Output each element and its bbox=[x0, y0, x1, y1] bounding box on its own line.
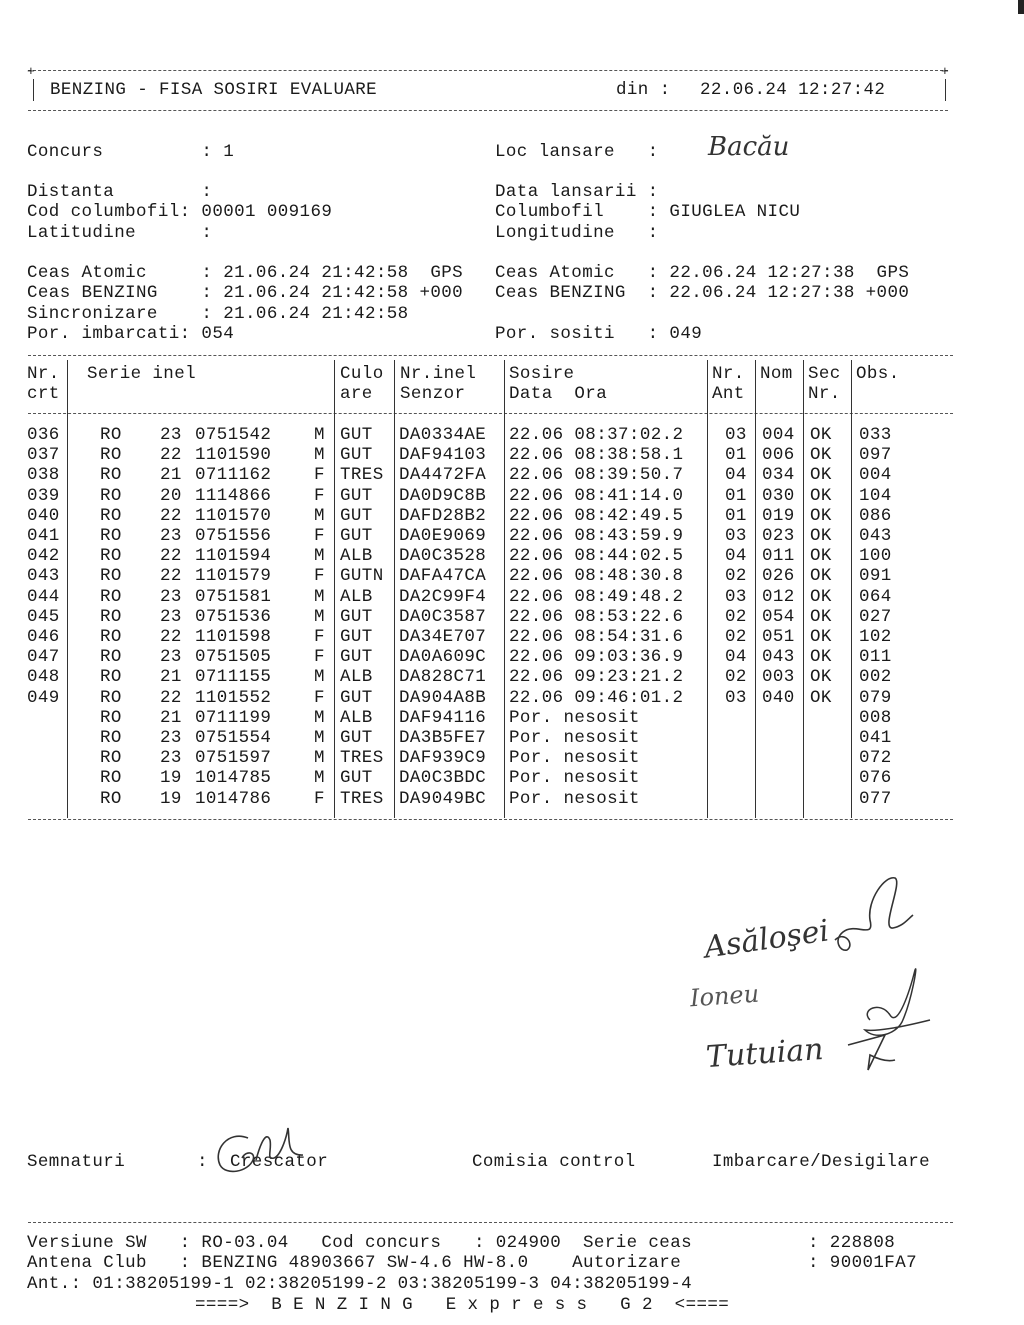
row-antenna: 01 bbox=[725, 445, 747, 466]
row-obs: 011 bbox=[859, 647, 892, 668]
row-color: ALB bbox=[340, 667, 373, 688]
row-sec: OK bbox=[810, 687, 832, 708]
sincronizare-field: Sincronizare : 21.06.24 21:42:58 bbox=[27, 304, 409, 324]
row-nr: 039 bbox=[27, 485, 60, 506]
row-color: GUT bbox=[340, 627, 373, 647]
row-sensor: DA0C3BDC bbox=[399, 768, 487, 789]
row-sensor: DAF94103 bbox=[399, 445, 487, 466]
date-label: din : bbox=[616, 80, 671, 100]
row-year: 19 bbox=[160, 788, 182, 809]
handwritten-name-2: Ioneu bbox=[689, 979, 760, 1013]
row-nom: 040 bbox=[762, 687, 795, 708]
handwritten-name-1: Asăloşei bbox=[702, 913, 832, 966]
row-arrival: Por. nesosit bbox=[509, 728, 640, 748]
por-imbarcati-field: Por. imbarcati: 054 bbox=[27, 324, 235, 344]
row-antenna: 02 bbox=[725, 606, 747, 627]
row-antenna: 04 bbox=[725, 647, 747, 668]
row-antenna: 03 bbox=[725, 526, 747, 546]
signature-1 bbox=[825, 870, 915, 955]
row-obs: 004 bbox=[859, 465, 892, 486]
row-country: RO bbox=[100, 647, 122, 668]
row-sex: F bbox=[314, 788, 325, 809]
distanta-field: Distanta : bbox=[27, 182, 213, 202]
row-sex: M bbox=[314, 667, 325, 688]
row-sex: M bbox=[314, 768, 325, 789]
row-sex: F bbox=[314, 526, 325, 546]
col-head-sec-nr: Nr. bbox=[808, 384, 841, 404]
row-nom: 034 bbox=[762, 465, 795, 486]
row-ring: 1114866 bbox=[195, 485, 272, 506]
crescator-label: Crescator bbox=[230, 1152, 329, 1172]
row-ring: 0751536 bbox=[195, 606, 272, 627]
semnaturi-colon: : bbox=[197, 1152, 208, 1172]
row-sensor: DA34E707 bbox=[399, 627, 487, 647]
row-obs: 097 bbox=[859, 445, 892, 466]
row-obs: 076 bbox=[859, 768, 892, 789]
row-country: RO bbox=[100, 586, 122, 607]
table-top-rule bbox=[28, 355, 953, 356]
col-head-obs: Obs. bbox=[856, 364, 900, 384]
row-sensor: DAF94116 bbox=[399, 707, 487, 728]
row-color: GUT bbox=[340, 425, 373, 445]
row-obs: 033 bbox=[859, 425, 892, 445]
row-sex: M bbox=[314, 546, 325, 567]
row-obs: 064 bbox=[859, 586, 892, 607]
row-sec: OK bbox=[810, 505, 832, 526]
signature-2 bbox=[840, 960, 940, 1080]
row-year: 19 bbox=[160, 768, 182, 789]
row-country: RO bbox=[100, 465, 122, 486]
row-arrival: Por. nesosit bbox=[509, 788, 640, 809]
row-sec: OK bbox=[810, 566, 832, 587]
col-head-nr-inel: Nr.inel bbox=[400, 364, 477, 384]
row-sex: F bbox=[314, 485, 325, 506]
row-arrival: 22.06 08:43:59.9 bbox=[509, 526, 684, 546]
col-head-nr-ant: Nr. bbox=[712, 364, 745, 384]
row-sex: M bbox=[314, 425, 325, 445]
row-color: GUT bbox=[340, 647, 373, 668]
row-sex: M bbox=[314, 606, 325, 627]
header-bottom-rule bbox=[28, 110, 948, 111]
row-year: 23 bbox=[160, 586, 182, 607]
row-obs: 104 bbox=[859, 485, 892, 506]
row-arrival: 22.06 08:41:14.0 bbox=[509, 485, 684, 506]
footer-serie-ceas: : 228808 bbox=[808, 1233, 896, 1253]
row-antenna: 03 bbox=[725, 425, 747, 445]
row-arrival: Por. nesosit bbox=[509, 768, 640, 789]
row-ring: 1101570 bbox=[195, 505, 272, 526]
row-antenna: 03 bbox=[725, 687, 747, 708]
ceas-benzing-end: Ceas BENZING : 22.06.24 12:27:38 +000 bbox=[495, 283, 910, 303]
row-nr: 040 bbox=[27, 505, 60, 526]
row-sec: OK bbox=[810, 647, 832, 668]
row-obs: 043 bbox=[859, 526, 892, 546]
row-ring: 0751554 bbox=[195, 728, 272, 748]
row-color: GUT bbox=[340, 687, 373, 708]
row-sensor: DA3B5FE7 bbox=[399, 728, 487, 748]
footer-autorizare: : 90001FA7 bbox=[808, 1253, 918, 1273]
footer-line-2: Antena Club : BENZING 48903667 SW-4.6 HW-8.0 Autorizare bbox=[27, 1253, 682, 1273]
row-sensor: DA4472FA bbox=[399, 465, 487, 486]
row-ring: 1101552 bbox=[195, 687, 272, 708]
row-country: RO bbox=[100, 445, 122, 466]
row-obs: 100 bbox=[859, 546, 892, 567]
row-arrival: 22.06 09:03:36.9 bbox=[509, 647, 684, 668]
row-sex: M bbox=[314, 728, 325, 748]
row-nom: 003 bbox=[762, 667, 795, 688]
row-antenna: 01 bbox=[725, 505, 747, 526]
footer-line-1: Versiune SW : RO-03.04 Cod concurs : 024900 Serie ceas bbox=[27, 1233, 693, 1253]
report-title: BENZING - FISA SOSIRI EVALUARE bbox=[50, 80, 378, 100]
row-sec: OK bbox=[810, 546, 832, 567]
row-color: GUT bbox=[340, 526, 373, 546]
row-obs: 027 bbox=[859, 606, 892, 627]
row-obs: 086 bbox=[859, 505, 892, 526]
row-color: TRES bbox=[340, 465, 384, 486]
row-sensor: DA0C3587 bbox=[399, 606, 487, 627]
col-sep bbox=[67, 360, 68, 818]
row-ring: 0751505 bbox=[195, 647, 272, 668]
row-sensor: DA0C3528 bbox=[399, 546, 487, 567]
row-sec: OK bbox=[810, 606, 832, 627]
row-color: GUT bbox=[340, 728, 373, 748]
row-nom: 019 bbox=[762, 505, 795, 526]
row-antenna: 02 bbox=[725, 667, 747, 688]
ceas-benzing-start: Ceas BENZING : 21.06.24 21:42:58 +000 bbox=[27, 283, 464, 303]
row-sex: F bbox=[314, 566, 325, 587]
col-head-senzor: Senzor bbox=[400, 384, 466, 404]
row-nom: 043 bbox=[762, 647, 795, 668]
row-nom: 012 bbox=[762, 586, 795, 607]
row-nr: 048 bbox=[27, 667, 60, 688]
row-ring: 1014785 bbox=[195, 768, 272, 789]
row-arrival: Por. nesosit bbox=[509, 707, 640, 728]
ceas-atomic-start: Ceas Atomic : 21.06.24 21:42:58 GPS bbox=[27, 263, 464, 283]
row-sex: M bbox=[314, 748, 325, 769]
row-ring: 0711162 bbox=[195, 465, 272, 486]
row-country: RO bbox=[100, 546, 122, 567]
row-arrival: 22.06 08:37:02.2 bbox=[509, 425, 684, 445]
row-sex: F bbox=[314, 627, 325, 647]
row-year: 23 bbox=[160, 647, 182, 668]
report-date: 22.06.24 12:27:42 bbox=[700, 80, 886, 100]
row-nr: 045 bbox=[27, 606, 60, 627]
row-color: GUT bbox=[340, 606, 373, 627]
row-sensor: DAF939C9 bbox=[399, 748, 487, 769]
row-color: GUTN bbox=[340, 566, 384, 587]
row-sec: OK bbox=[810, 485, 832, 506]
row-year: 22 bbox=[160, 627, 182, 647]
header-right-border bbox=[945, 79, 946, 101]
col-head-sosire: Sosire bbox=[509, 364, 575, 384]
columbofil-field: Columbofil : GIUGLEA NICU bbox=[495, 202, 801, 222]
header-top-rule bbox=[28, 70, 948, 71]
row-sensor: DA0334AE bbox=[399, 425, 487, 445]
row-ring: 0751556 bbox=[195, 526, 272, 546]
row-color: ALB bbox=[340, 546, 373, 567]
row-obs: 072 bbox=[859, 748, 892, 769]
row-year: 21 bbox=[160, 667, 182, 688]
row-color: GUT bbox=[340, 445, 373, 466]
row-year: 22 bbox=[160, 687, 182, 708]
col-head-data-ora: Data Ora bbox=[509, 384, 608, 404]
table-bottom-rule bbox=[28, 819, 953, 820]
row-nr: 042 bbox=[27, 546, 60, 567]
row-obs: 102 bbox=[859, 627, 892, 647]
row-year: 23 bbox=[160, 728, 182, 748]
row-country: RO bbox=[100, 485, 122, 506]
ceas-atomic-end: Ceas Atomic : 22.06.24 12:27:38 GPS bbox=[495, 263, 910, 283]
row-year: 21 bbox=[160, 707, 182, 728]
row-country: RO bbox=[100, 707, 122, 728]
col-head-culoare: Culo bbox=[340, 364, 384, 384]
row-sensor: DAFA47CA bbox=[399, 566, 487, 587]
scan-edge-mark bbox=[1018, 0, 1024, 14]
row-antenna: 03 bbox=[725, 586, 747, 607]
row-obs: 077 bbox=[859, 788, 892, 809]
row-arrival: 22.06 08:38:58.1 bbox=[509, 445, 684, 466]
row-year: 23 bbox=[160, 526, 182, 546]
row-sensor: DA0D9C8B bbox=[399, 485, 487, 506]
row-country: RO bbox=[100, 667, 122, 688]
col-head-nr: Nr. bbox=[27, 364, 60, 384]
row-nom: 051 bbox=[762, 627, 795, 647]
col-sep bbox=[755, 360, 756, 818]
row-nr: 047 bbox=[27, 647, 60, 668]
row-arrival: 22.06 08:48:30.8 bbox=[509, 566, 684, 587]
row-year: 23 bbox=[160, 606, 182, 627]
row-year: 22 bbox=[160, 566, 182, 587]
row-color: GUT bbox=[340, 505, 373, 526]
row-ring: 0751542 bbox=[195, 425, 272, 445]
row-nom: 006 bbox=[762, 445, 795, 466]
row-sex: F bbox=[314, 687, 325, 708]
semnaturi-label: Semnaturi bbox=[27, 1152, 126, 1172]
row-ring: 0751581 bbox=[195, 586, 272, 607]
row-arrival: Por. nesosit bbox=[509, 748, 640, 769]
table-header-rule bbox=[28, 413, 953, 414]
comisia-control-label: Comisia control bbox=[472, 1152, 636, 1172]
row-nr: 046 bbox=[27, 627, 60, 647]
row-nr: 049 bbox=[27, 687, 60, 708]
row-sensor: DA0E9069 bbox=[399, 526, 487, 546]
row-ring: 1101594 bbox=[195, 546, 272, 567]
row-ring: 0751597 bbox=[195, 748, 272, 769]
row-obs: 002 bbox=[859, 667, 892, 688]
loc-lansare-handwritten: Bacău bbox=[708, 132, 790, 162]
row-nr: 041 bbox=[27, 526, 60, 546]
row-sec: OK bbox=[810, 627, 832, 647]
row-obs: 008 bbox=[859, 707, 892, 728]
row-ring: 1101579 bbox=[195, 566, 272, 587]
row-arrival: 22.06 08:42:49.5 bbox=[509, 505, 684, 526]
row-sensor: DAFD28B2 bbox=[399, 505, 487, 526]
row-country: RO bbox=[100, 728, 122, 748]
loc-lansare-field: Loc lansare : bbox=[495, 142, 659, 162]
row-nr: 044 bbox=[27, 586, 60, 607]
row-nom: 030 bbox=[762, 485, 795, 506]
row-arrival: 22.06 09:46:01.2 bbox=[509, 687, 684, 708]
row-nr: 037 bbox=[27, 445, 60, 466]
row-color: ALB bbox=[340, 586, 373, 607]
row-country: RO bbox=[100, 768, 122, 789]
concurs-field: Concurs : 1 bbox=[27, 142, 235, 162]
col-head-nom: Nom bbox=[760, 364, 793, 384]
row-year: 22 bbox=[160, 505, 182, 526]
row-nom: 004 bbox=[762, 425, 795, 445]
row-arrival: 22.06 08:53:22.6 bbox=[509, 606, 684, 627]
row-year: 22 bbox=[160, 445, 182, 466]
row-obs: 079 bbox=[859, 687, 892, 708]
row-sec: OK bbox=[810, 465, 832, 486]
row-arrival: 22.06 08:49:48.2 bbox=[509, 586, 684, 607]
row-sex: F bbox=[314, 465, 325, 486]
row-ring: 0711199 bbox=[195, 707, 272, 728]
row-sensor: DA9049BC bbox=[399, 788, 487, 809]
row-year: 23 bbox=[160, 748, 182, 769]
imbarcare-desigilare-label: Imbarcare/Desigilare bbox=[712, 1152, 931, 1172]
row-country: RO bbox=[100, 687, 122, 708]
row-color: ALB bbox=[340, 707, 373, 728]
row-year: 22 bbox=[160, 546, 182, 567]
row-sec: OK bbox=[810, 445, 832, 466]
row-antenna: 02 bbox=[725, 566, 747, 587]
row-antenna: 01 bbox=[725, 485, 747, 506]
row-nr: 036 bbox=[27, 425, 60, 445]
row-arrival: 22.06 08:39:50.7 bbox=[509, 465, 684, 486]
col-head-crt: crt bbox=[27, 384, 60, 404]
row-sex: M bbox=[314, 586, 325, 607]
row-obs: 091 bbox=[859, 566, 892, 587]
col-head-ant: Ant bbox=[712, 384, 745, 404]
row-sensor: DA828C71 bbox=[399, 667, 487, 688]
row-country: RO bbox=[100, 627, 122, 647]
row-sec: OK bbox=[810, 425, 832, 445]
row-ring: 0711155 bbox=[195, 667, 272, 688]
longitudine-field: Longitudine : bbox=[495, 223, 659, 243]
col-sep bbox=[803, 360, 804, 818]
row-year: 21 bbox=[160, 465, 182, 486]
row-sensor: DA904A8B bbox=[399, 687, 487, 708]
footer-antennas: Ant.: 01:38205199-1 02:38205199-2 03:38205199-3 04:38205199-4 bbox=[27, 1274, 693, 1294]
row-country: RO bbox=[100, 566, 122, 587]
row-ring: 1014786 bbox=[195, 788, 272, 809]
row-country: RO bbox=[100, 606, 122, 627]
row-color: TRES bbox=[340, 748, 384, 769]
row-nom: 011 bbox=[762, 546, 795, 567]
col-head-are: are bbox=[340, 384, 373, 404]
row-country: RO bbox=[100, 526, 122, 546]
col-sep bbox=[394, 360, 395, 818]
col-head-serie: Serie inel bbox=[87, 364, 197, 384]
row-sec: OK bbox=[810, 526, 832, 546]
row-obs: 041 bbox=[859, 728, 892, 748]
row-color: GUT bbox=[340, 485, 373, 506]
row-arrival: 22.06 08:44:02.5 bbox=[509, 546, 684, 567]
row-country: RO bbox=[100, 505, 122, 526]
row-sex: M bbox=[314, 505, 325, 526]
footer-brand: ====> B E N Z I N G E x p r e s s G 2 <==== bbox=[195, 1295, 730, 1315]
latitudine-field: Latitudine : bbox=[27, 223, 213, 243]
row-nr: 043 bbox=[27, 566, 60, 587]
row-antenna: 04 bbox=[725, 546, 747, 567]
footer-rule bbox=[28, 1222, 953, 1223]
row-arrival: 22.06 08:54:31.6 bbox=[509, 627, 684, 647]
row-sensor: DA0A609C bbox=[399, 647, 487, 668]
row-nom: 023 bbox=[762, 526, 795, 546]
row-sec: OK bbox=[810, 667, 832, 688]
crescator-signature bbox=[208, 1120, 308, 1182]
row-sex: M bbox=[314, 445, 325, 466]
row-sex: F bbox=[314, 647, 325, 668]
row-color: TRES bbox=[340, 788, 384, 809]
cod-columbofil-field: Cod columbofil: 00001 009169 bbox=[27, 202, 333, 222]
row-year: 20 bbox=[160, 485, 182, 506]
row-sec: OK bbox=[810, 586, 832, 607]
col-sep bbox=[504, 360, 505, 818]
header-left-border bbox=[33, 79, 34, 101]
row-arrival: 22.06 09:23:21.2 bbox=[509, 667, 684, 688]
row-sex: M bbox=[314, 707, 325, 728]
row-year: 23 bbox=[160, 425, 182, 445]
row-nom: 026 bbox=[762, 566, 795, 587]
row-country: RO bbox=[100, 425, 122, 445]
data-lansarii-field: Data lansarii : bbox=[495, 182, 659, 202]
por-sositi-field: Por. sositi : 049 bbox=[495, 324, 703, 344]
row-ring: 1101598 bbox=[195, 627, 272, 647]
col-sep bbox=[851, 360, 852, 818]
col-head-sec: Sec bbox=[808, 364, 841, 384]
row-ring: 1101590 bbox=[195, 445, 272, 466]
row-antenna: 02 bbox=[725, 627, 747, 647]
col-sep bbox=[707, 360, 708, 818]
row-country: RO bbox=[100, 748, 122, 769]
handwritten-name-3: Tutuian bbox=[704, 1031, 825, 1076]
row-nr: 038 bbox=[27, 465, 60, 486]
col-sep bbox=[334, 360, 335, 818]
row-color: GUT bbox=[340, 768, 373, 789]
row-country: RO bbox=[100, 788, 122, 809]
row-antenna: 04 bbox=[725, 465, 747, 486]
row-nom: 054 bbox=[762, 606, 795, 627]
row-sensor: DA2C99F4 bbox=[399, 586, 487, 607]
